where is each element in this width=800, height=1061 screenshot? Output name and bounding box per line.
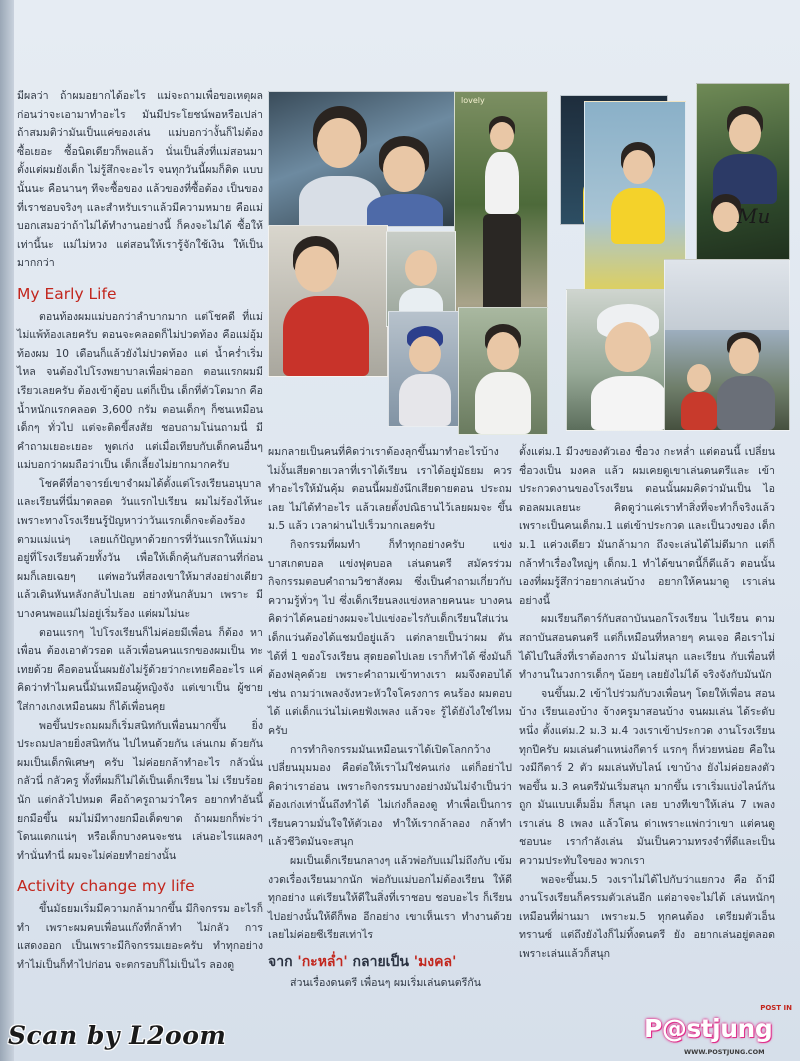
paragraph: ผมกลายเป็นคนที่คิดว่าเราต้องลุกขึ้นมาทำอะไรบ้าง ไม่งั้นเสียดายเวลาที่เราได้เรียน เราได้อยู่มัธยม ควรทำอะไรให้มันคุ้ม ตอนนี้ผมยังนึกเสียดายตอน ประถมเลย ไม่ได้ทำอะไร แล้วเลยตั้งปณิธานไว้เลยผมจะ ขึ้นม.5 แล้ว เวลาผ่านไปเร็วมากเลยครับ	[268, 446, 512, 533]
section-heading-activity: Activity change my life	[17, 877, 195, 896]
text-column-right	[519, 443, 775, 964]
paragraph: ตอนท้องผมแม่บอกว่าลำบากมาก แต่โชคดี ที่แม่ไม่แพ้ท้องเลยครับ ตอนจะคลอดก็ไม่ปวดท้อง คือแม่อุ้มท้องผม 10 เดือนก็แล้วยังไม่ปวดท้อง แต่ น้ำคร่ำเริ่มไหล จนต้องไปโรงพยาบาลเพื่อผ่าออก ตอนแรกผมมีเรียวเลยครับ ต้องเข้าตู้อบ แต่ก็เป็น เด็กที่ตัวโตมาก คือน้ำหนักแรกคลอด 3,600 กรัม ตอนเด็กๆ ก็ซนเหมือนเด็กๆ ทั่วไป แต่จะติดขี้สงสัย ชอบถามโน่นถามนี่ มีคำถามเยอะเยอะ พูดเก่ง แต่เมื่อเทียบกับเด็กคนอื่นๆ แม่บอกว่าผมถือว่าเป็น เด็กเลี้ยงไม่ยากมากครับ	[17, 310, 263, 472]
scan-credit: Scan by L2oom	[8, 1021, 227, 1050]
text-column-middle	[268, 443, 512, 992]
subheading-band-name	[268, 953, 512, 972]
paragraph: ผมเป็นเด็กเรียนกลางๆ แล้วพ่อกับแม่ไม่ถึงกับ เข้มงวดเรื่องเรียนมากนัก พ่อกับแม่บอกไม่ต้องเรียน ให้ดีทุกอย่าง แต่เรียนให้ดีในสิ่งที่เราชอบ ชอบอะไร ก็เรียนไปอย่างนั้นให้ดีก็พอ อีกอย่าง เขาเห็นเรา ทำงานด้วย เลยไม่ค่อยซีเรียสเท่าไร	[268, 855, 512, 942]
photo-man-and-boy-palace	[664, 259, 790, 431]
paragraph: พอขึ้นประถมผมก็เริ่มสนิทกับเพื่อนมากขึ้น ยิ่งประถมปลายยิ่งสนิทกัน ไปไหนด้วยกัน เล่นเกม ด้วยกัน ผมเป็นเด็กพิเศษๆ ครับ ไม่ค่อยกล้าทำอะไร กลัวนั่นกลัวนี่ กลัวครู ทั้งที่ผมก็ไม่ได้เป็นเด็กเรียน ไม่ เรียบร้อยนัก แต่กลัวไปหมด คือถ้าครูถามว่าใคร อยากทำอันนี้ยกมือขึ้น ผมไม่มีทางยกมือเด็ดขาด ถ้าผมยกก็พ่ะว่า โดนแตกแน่ๆ หรือเด็กบางคนจะชน เล่นอะไรแผลงๆ ทำนั่นทำนี่ ผมจะไม่ค่อยทำอย่างนั้น	[17, 719, 263, 862]
subheading-new-name: 'มงคล'	[413, 954, 457, 971]
page-spine-shadow	[0, 0, 14, 1061]
watermark-tag: POST IN	[760, 1004, 792, 1012]
photo-boy-cap	[388, 311, 462, 427]
intro-paragraph: มีผลว่า ถ้าผมอยากได้อะไร แม่จะถามเพื่อขอเหตุผล ก่อนว่าจะเอามาทำอะไร มันมีประโยชน์พอหรือเปล่า ถ้าสมมติว่ามันเป็นแค่ของเล่น แม่บอกว่างั้นก็ไม่ต้อง ซื้อเยอะ ซื้อนิดเดียวก็พอแล้ว นั่นเป็นสิ่งที่แม่สอนมา ตั้งแต่ผมยังเด็ก ไม่รู้สึกจะอะไร จนทุกวันนี้ผมก็ติด แบบนั้นนะ คือนานๆ ทีจะซื้อของ แล้วของที่ซื้อต้อง เป็นของที่เราชอบจริงๆ และสำหรับเราแล้วมีความหมาย คือแม่บอกเสมอว่าถ้าไม่ได้ทำงานอย่างนี้ ก็คงจะไม่ได้ ซื้อให้เท่านี้นะ แม่ไม่หวง แต่สอนให้เรารู้จักใช้เงิน ให้เป็นมากกว่า	[17, 90, 263, 270]
section-heading-early-life: My Early Life	[17, 284, 117, 303]
photo-collage	[268, 83, 788, 435]
subheading-old-name: 'กะหล่ำ'	[297, 954, 348, 971]
paragraph: ขึ้นมัธยมเริ่มมีความกล้ามากขึ้น มีกิจกรรม อะไรก็ทำ เพราะผมคบเพื่อนแก๊งที่กล้าทำ ไม่กลัว การแสดงออก เป็นเพราะมีกิจกรรมเยอะครับ ทำทุกอย่าง ทำไม่เป็นก็ทำไปก่อน จะตกรอบก็ไม่เป็นไร ลองดู	[17, 902, 263, 971]
photo-girl-and-boy	[268, 91, 456, 227]
paragraph: จนขึ้นม.2 เข้าไปร่วมกับวงเพื่อนๆ โดยให้เพื่อน สอนบ้าง เรียนเองบ้าง จ้างครูมาสอนบ้าง จนผมเล่น ได้ระดับหนึ่ง ตั้งแต่ม.2 ม.3 ม.4 วงเราเข้าประกวด งานโรงเรียนทุกปีครับ ผมเล่นตำแหน่งกีตาร์ แรกๆ ก็ห่วยหน่อย คือในวงมีกีตาร์ 2 ตัว ผมเล่นทับไลน์ เขาบ้าง ยังไม่ค่อยลงตัว พอขึ้น ม.3 คนตรีมันเริ่มสนุก มากขึ้น เราเริ่มแบ่งไลน์กันถูก มันแบบเต็มอิ่ม ก็สนุก เลย บางทีเขาให้เล่น 7 เพลง เราเล่น 8 เพลง แล้วโดน ด่าเพราะแพ่กว่าเขา แต่คนดูชอบนะ เรากำลังเล่น มันเป็นความทรงจำที่ดีและเป็นความประทับใจของ พวกเรา	[519, 687, 775, 868]
watermark-url: WWW.POSTJUNG.COM	[684, 1048, 765, 1056]
paragraph: ผมเรียนกีตาร์กับสถาบันนอกโรงเรียน ไปเรียน ตามสถาบันสอนดนตรี แต่ก็เหมือนที่หลายๆ คนเจอ คือเราไม่ได้ไปในสิ่งที่เราต้องการ มันไม่สนุก และเรียน กับเพื่อนที่ทำงานในวงการเด็กๆ น้อยๆ เลยยังไม่ได้ จริงจังกับมันนัก	[519, 613, 775, 682]
paragraph: การทำกิจกรรมมันเหมือนเราได้เปิดโลกกว้าง เปลี่ยนมุมมอง คือต่อให้เราไม่ใช่คนเก่ง แต่ก็อย่าไป คิดว่าเราอ่อน เพราะกิจกรรมบางอย่างมันไม่จำเป็นว่า ต้องเก่งเท่านั้นถึงทำได้ ไม่เก่งก็ลองดู ทำเพื่อเป็นการ เรียนความมั่นใจให้ตัวเอง ทำให้เรากล้าลอง กล้าทำ แล้วชีวิตมันจะสนุก	[268, 743, 512, 849]
photo-boy-white-shirt	[458, 307, 548, 435]
autograph-signature: Mu	[737, 204, 771, 228]
text-column-left	[17, 87, 263, 974]
photo-boy-with-man-signed	[696, 83, 790, 277]
postjung-watermark	[640, 1004, 796, 1058]
paragraph: กิจกรรมที่ผมทำ ก็ทำทุกอย่างครับ แข่ง บาสเกตบอล แข่งฟุตบอล เล่นดนตรี สมัครร่วม กิจกรรมตอบคำถามวิชาสังคม ซึ่งเป็นคำถามเกี่ยวกับ ความรู้ทั่วๆ ไป ซึ่งเด็กเรียนลงแข่งหลายคนนะ บางคน คิดว่าได้คนอย่างผมจะไปแข่งอะไรกับเด็กเรียนใส่แว่น เด็กแว่นต้องได้แชมป์อยู่แล้ว แต่กลายเป็นว่าผม ตันได้ที่ 1 ของโรงเรียน สุดยอดไปเลย เราก็ทำได้ ซึ่งมันก็ต้องฟลุคด้วย เพราะคำถามเข้าทางเรา ผมจึงตอบได้ เช่น ถามว่าเพลงจังหวะหัวใจโครงการ คนร้อง ผมตอบได้ แต่เด็กแว่นไม่เคยฟังเพลง แล้วจะ รู้ได้ยังไงใช่ไหมครับ	[268, 538, 512, 737]
watermark-logo: P@stjung	[644, 1014, 773, 1043]
paragraph: พอจะขึ้นม.5 วงเราไม่ได้ไปกับว่าแยกวง คือ ถ้ามีงานโรงเรียนก็ครรมตัวเล่นอีก แต่อาจจะไม่ได้ เล่นหนักๆ เหมือนที่ผ่านมา เพราะม.5 ทุกคนต้อง เตรียมตัวเอ็นทรานซ์ แต่ถึงยังไงก็ไม่ทิ้งดนตรี ยัง อยากเล่นอยู่ตลอด เพราะเล่นแล้วก็สนุก	[519, 873, 775, 961]
subheading-prefix: จาก	[268, 954, 293, 971]
subheading-middle: กลายเป็น	[352, 954, 409, 971]
paragraph: โชคดีที่อาจารย์เขาจำผมได้ตั้งแต่โรงเรียนอนุบาล และเรียนที่นี่มาตลอด วันแรกไปเรียน ผมไม่ร้องไห้นะ เพราะทางโรงเรียนรู้ปัญหาว่าวันแรกเด็กจะต้องร้อง ตามแม่แน่ๆ เลยแก้ปัญหาด้วยการที่วันแรกให้แม่มา อยู่ที่โรงเรียนด้วยทั้งวัน เพื่อให้เด็กคุ้นกับสถานที่ก่อน ผมก็เลยเฉยๆ แต่พอวันที่สองเขาให้มาส่งอย่างเดียว แล้วเดินหันหลังกลับไปเลย อย่างหันกลับมา เพราะ มีบางคนพอแม่ไม่อยู่เริ่มร้อง แต่ผมไม่นะ	[17, 477, 263, 621]
paragraph: ส่วนเรื่องดนตรี เพื่อนๆ ผมเริ่มเล่นดนตรีกัน	[290, 976, 482, 989]
paragraph: ตอนแรกๆ ไปโรงเรียนก็ไม่ค่อยมีเพื่อน ก็ต้อง หาเพื่อน ต้องเอาตัวรอด แล้วเพื่อนคนแรกของผมเป็น ทะเทยด้วย คือตอนนั้นผมยังไม่รู้ด้วยว่ากะเทยคืออะไร แค่คิดว่าทำไมคนนี้มันเหมือนผู้หญิงจัง แต่เขาเป็น ผู้ชาย ใส่กางเกงเหมือนผม ก็ได้เพื่อนคุย	[17, 626, 263, 713]
lovely-label: lovely	[461, 96, 485, 105]
photo-boy-red-jacket	[268, 225, 388, 377]
paragraph: ตั้งแต่ม.1 มีวงของตัวเอง ชื่อวง กะหล่ำ แต่ตอนนี้ เปลี่ยนชื่อวงเป็น มงคล แล้ว ผมเคยดูเขาเล่นดนตรีและ เข้าประกวดงานของโรงเรียน ตอนนั้นผมคิดว่ามันเป็น ไอดอลผมเลยนะ คิดดูว่าแค่เราทำสิ่งที่จะทำก็จริงแล้ว เพราะเป็นคนเด็กม.1 แต่เข้าประกวด และเป็นวงของ เด็กม.1 แค่วงเดียว มันกล้ามาก ถึงจะเล่นได้ไม่ดีมาก แต่ก็กล้าทำเรื่องใหญ่ๆ เด็กม.1 ทำได้ขนาดนี้ก็ดีแล้ว ตอนนั้นเองที่ผมรู้สึกว่าอยากเล่นบ้าง อยากให้คนมาดู เราเล่นอย่างนี้	[519, 446, 775, 607]
